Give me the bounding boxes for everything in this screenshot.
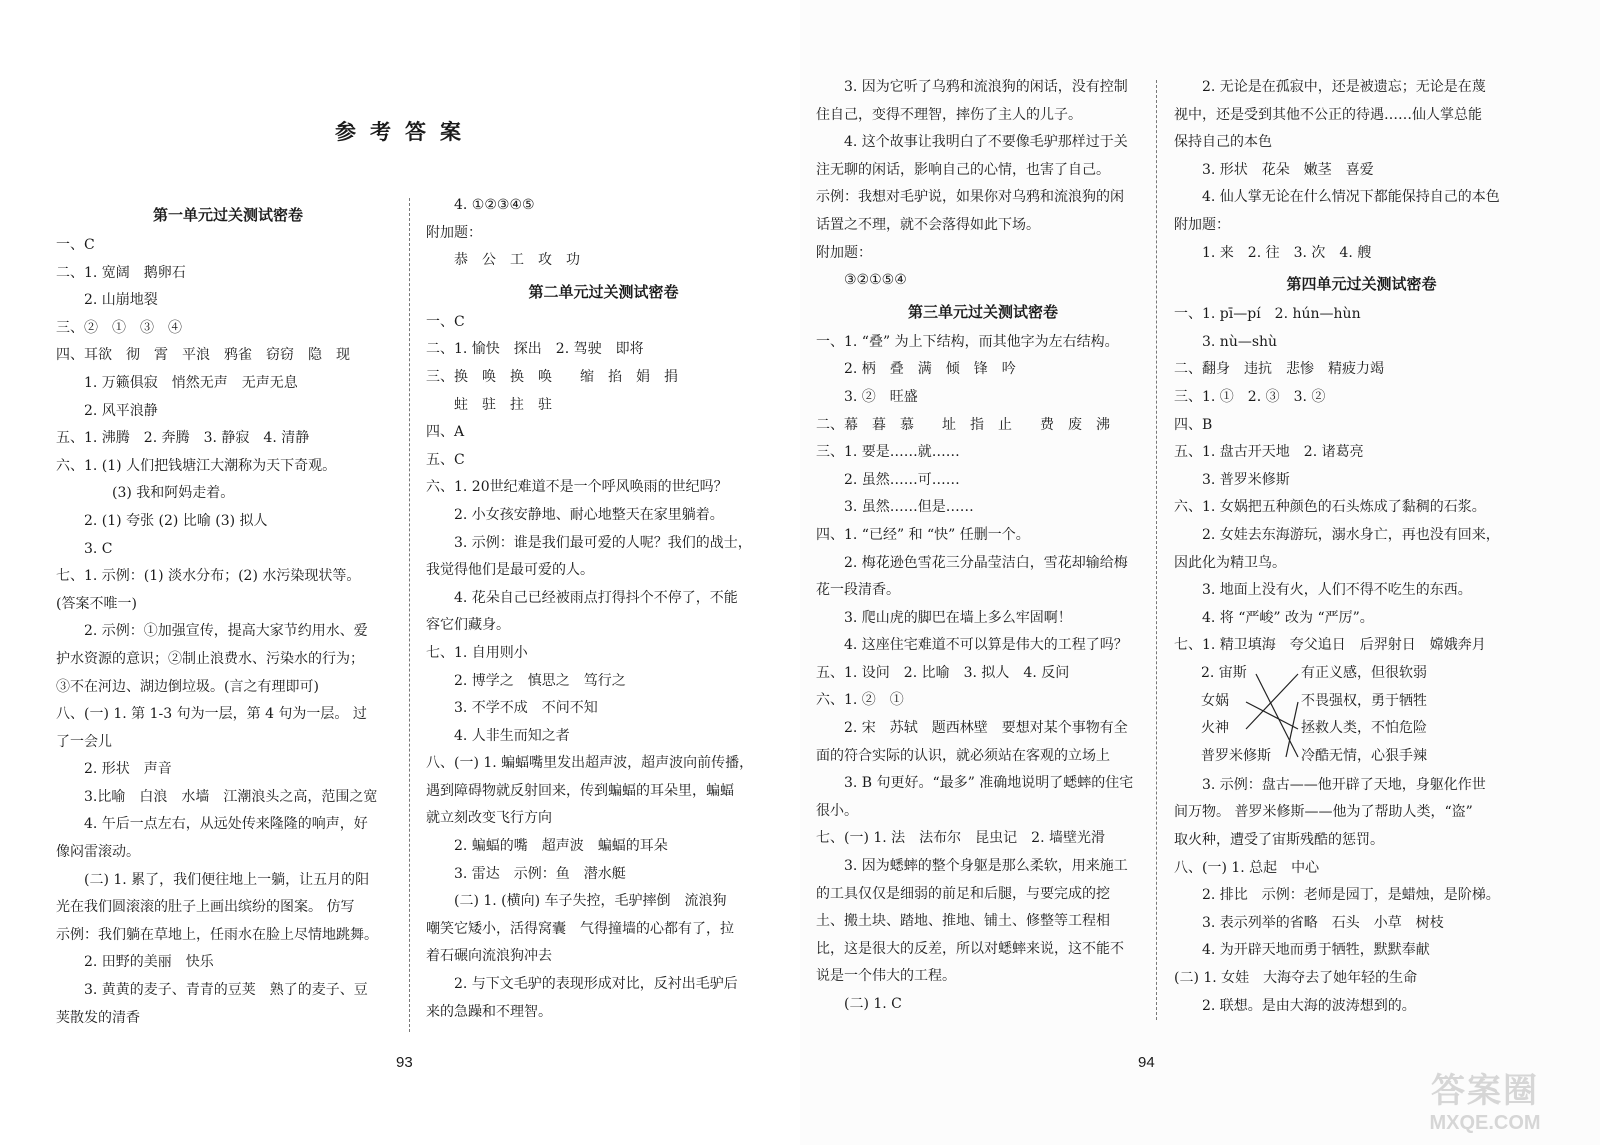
answer-line: 3. 因为蟋蟀的整个身躯是那么柔软，用来施工 [844,858,1128,875]
answer-line: 3. 虽然……但是…… [844,499,974,516]
answer-line: 因此化为精卫鸟。 [1174,554,1286,571]
answer-line: (答案不唯一) [56,595,137,612]
answer-line: 花一段清香。 [816,582,900,599]
match-left-item: 火神 [1201,719,1229,736]
answer-line: 4. 花朵自己已经被雨点打得抖个不停了，不能 [454,589,738,606]
answer-line: 附加题： [1174,216,1230,233]
answer-line: 2. 风平浪静 [84,402,158,419]
answer-line: 3. 不学不成 不问不知 [454,700,598,717]
answer-line: 4. 这个故事让我明白了不要像毛驴那样过于关 [844,134,1128,151]
match-right-item: 有正义感，但很软弱 [1301,664,1427,681]
answer-line: 3. 普罗米修斯 [1202,471,1290,488]
answer-line: 视中，还是受到其他不公正的待遇……仙人掌总能 [1174,106,1482,123]
answer-line: 2. 博学之 慎思之 笃行之 [454,672,626,689]
answer-line: 话置之不理，就不会落得如此下场。 [816,216,1040,233]
answer-line: 取火种，遭受了宙斯残酷的惩罚。 [1174,832,1384,849]
answer-line: 面的符合实际的认识，就必须站在客观的立场上 [816,747,1110,764]
answer-line: 3. 示例：谁是我们最可爱的人呢？我们的战士， [454,534,752,551]
answer-line: 2. 田野的美丽 快乐 [84,954,214,971]
match-right-item: 拯救人类，不怕危险 [1301,719,1427,736]
answer-line: 2. 排比 示例：老师是园丁，是蜡烛，是阶梯。 [1202,887,1500,904]
answer-line: 3. nù—shù [1202,333,1278,350]
answer-line: 土、搬土块、踏地、推地、铺土、修整等工程相 [816,913,1110,930]
answer-line: 四、A [426,424,465,441]
watermark-logo-text: 答案圈 [1431,1072,1539,1110]
answer-line: 1. 万籁俱寂 悄然无声 无声无息 [84,374,298,391]
answer-line: 五、1. 盘古开天地 2. 诸葛亮 [1174,444,1364,461]
answer-line: 4. 午后一点左右，从远处传来隆隆的响声，好 [84,816,368,833]
answer-line: 4. 人非生而知之者 [454,727,570,744]
answer-line: 荚散发的清香 [56,1009,140,1026]
answer-line: 很小。 [816,802,858,819]
answer-line: 蛀 驻 拄 驻 [454,396,552,413]
answer-line: 3. 雷达 示例：鱼 潜水艇 [454,865,626,882]
answer-line: 着石碾向流浪狗冲去 [426,948,552,965]
answer-line: 二、1. 宽阔 鹅卵石 [56,264,186,281]
answer-line: 一、1. “叠” 为上下结构，而其他字为左右结构。 [816,333,1119,350]
page-number-right: 94 [1138,1054,1155,1071]
answer-line: 四、B [1174,416,1213,433]
site-watermark [1410,1071,1560,1135]
answer-line: 二、1. 愉快 探出 2. 驾驶 即将 [426,341,644,358]
answer-line: 三、1. 要是……就…… [816,444,960,461]
answer-line: 3. 表示列举的省略 石头 小草 树枝 [1202,914,1444,931]
section-heading-unit-1: 第一单元过关测试密卷 [152,206,303,224]
answer-line: 示例：我们躺在草地上，任雨水在脸上尽情地跳舞。 [56,926,378,943]
answer-line: 三、1. ① 2. ③ 3. ② [1174,388,1326,405]
answer-line: 3. ② 旺盛 [844,388,918,405]
answer-line: 比，这是很大的反差，所以对蟋蟀来说，这不能不 [816,940,1124,957]
answer-line: 2. 形状 声音 [84,761,172,778]
answer-line: 七、1. 示例：(1) 淡水分布；(2) 水污染现状等。 [56,568,361,585]
answer-line: 3. 示例：盘古——他开辟了天地，身躯化作世 [1202,776,1486,793]
answer-line: 注无聊的闲话，影响自己的心情，也害了自己。 [816,161,1110,178]
answer-line: 附加题： [816,244,872,261]
answer-line: 3. 地面上没有火，人们不得不吃生的东西。 [1202,582,1472,599]
answer-line: 保持自己的本色 [1174,134,1272,151]
answer-line: 4. 将 “严峻” 改为 “严厉”。 [1202,609,1374,626]
match-left-item: 普罗米修斯 [1201,747,1271,764]
answer-line: 四、1. “已经” 和 “快” 任删一个。 [816,526,1030,543]
answer-line: 五、C [426,451,465,468]
answer-line: 3. B 句更好。“最多” 准确地说明了蟋蟀的住宅 [844,775,1134,792]
answer-line: 示例：我想对毛驴说，如果你对乌鸦和流浪狗的闲 [816,189,1124,206]
matching-diagram [1174,660,1514,772]
answer-line: 2. 示例：①加强宣传，提高大家节约用水、爱 [84,623,368,640]
column-1 [56,198,400,1032]
answer-line: 住自己，变得不理智，摔伤了主人的儿子。 [816,106,1082,123]
right-page [800,0,1600,1145]
answer-line: 八、(一) 1. 第 1-3 句为一层，第 4 句为一层。 过 [56,706,367,723]
answer-line: 说是一个伟大的工程。 [816,968,956,985]
answer-line: 4. 为开辟天地而勇于牺牲，默默奉献 [1202,942,1430,959]
answer-line: 4. ①②③④⑤ [454,197,535,213]
column-3 [816,74,1150,1019]
answer-line: 恭 公 工 攻 功 [454,252,580,269]
answer-line: 五、1. 设问 2. 比喻 3. 拟人 4. 反问 [816,664,1070,681]
answer-line: 2. 联想。是由大海的波涛想到的。 [1202,997,1416,1014]
answer-line: (3) 我和阿妈走着。 [112,485,235,502]
answer-line: 3. 爬山虎的脚巴在墙上多么牢固啊！ [844,609,1072,626]
answer-line: 了一会儿 [56,733,112,750]
answer-line: 四、耳欲 彻 霄 平浪 鸦雀 窃窃 隐 现 [56,347,350,364]
answer-line: 就立刻改变飞行方向 [426,810,552,827]
match-right-item: 冷酷无情，心狠手辣 [1301,747,1427,764]
answer-line: 3. C [84,540,113,557]
answer-line: ③②①⑤④ [844,272,907,289]
answer-line: 2. 柄 叠 满 倾 锋 吟 [844,361,1016,378]
match-left-item: 2. 宙斯 [1201,664,1247,681]
page-title: 参考答案 [335,119,475,144]
answer-line: 2. 山崩地裂 [84,292,158,309]
answer-line: 2. 无论是在孤寂中，还是被遗忘；无论是在蔑 [1202,79,1486,95]
page-number-left: 93 [396,1054,413,1071]
match-left-item: 女娲 [1201,692,1229,709]
answer-line: 像闷雷滚动。 [56,844,140,861]
answer-line: 3. 因为它听了乌鸦和流浪狗的闲话，没有控制 [844,79,1128,95]
answer-line: 三、换 唤 换 唤 缩 掐 娟 捐 [426,368,678,385]
answer-line: 间万物。 普罗米修斯——他为了帮助人类，“盗” [1174,804,1473,821]
answer-line: 二、幕 暮 慕 址 指 止 费 废 沸 [816,416,1110,433]
answer-line: 一、1. pī—pí 2. hún—hùn [1174,306,1361,323]
answer-line: 的工具仅仅是细弱的前足和后腿，与要完成的挖 [816,885,1110,902]
answer-line: 六、1. 20世纪难道不是一个呼风唤雨的世纪吗？ [426,479,728,496]
answer-line: 一、C [426,313,465,330]
answer-line: 附加题： [426,224,482,241]
watermark-url: MXQE.COM [1429,1112,1541,1134]
answer-line: 容它们藏身。 [426,617,510,634]
answer-line: 2. 蝙蝠的嘴 超声波 蝙蝠的耳朵 [454,838,668,855]
answer-line: 2. 宋 苏轼 题西林壁 要想对某个事物有全 [844,720,1128,737]
answer-line: 六、1. ② ① [816,692,904,709]
answer-line: 2. 梅花逊色雪花三分晶莹洁白，雪花却输给梅 [844,554,1128,571]
answer-line: 来的急躁和不理智。 [426,1003,552,1020]
answer-line: 七、1. 自用则小 [426,644,528,661]
column-divider [1156,80,1157,1020]
answer-line: 4. 这座住宅难道不可以算是伟大的工程了吗？ [844,637,1128,654]
column-divider [409,198,410,1032]
answer-line: 3.比喻 白浪 水墙 江潮浪头之高，范围之宽 [84,788,378,805]
answer-line: 2. 女娃去东海游玩，溺水身亡，再也没有回来， [1202,526,1500,543]
answer-line: 八、(一) 1. 蝙蝠嘴里发出超声波，超声波向前传播， [426,755,754,772]
answer-line: 1. 来 2. 往 3. 次 4. 艘 [1202,244,1372,261]
answer-line: 八、(一) 1. 总起 中心 [1174,859,1320,876]
answer-line: (二) 1. C [844,996,902,1012]
answer-line: 3. 黄黄的麦子、青青的豆荚 熟了的麦子、豆 [84,982,368,999]
answer-line: (二) 1. (横向) 车子失控，毛驴摔倒 流浪狗 [454,893,727,910]
answer-line: 七、(一) 1. 法 法布尔 昆虫记 2. 墙壁光滑 [816,830,1105,847]
answer-line: 六、1. (1) 人们把钱塘江大潮称为天下奇观。 [56,457,337,474]
answer-line: 一、C [56,237,95,253]
answer-line: 2. 虽然……可…… [844,471,960,488]
answer-line: 二、翻身 违抗 悲惨 精疲力竭 [1174,361,1384,378]
answer-line: 我觉得他们是最可爱的人。 [426,562,594,579]
answer-line: 嘲笑它矮小，活得窝囊 气得撞墙的心都有了，拉 [426,920,734,937]
answer-line: 2. 小女孩安静地、耐心地整天在家里躺着。 [454,506,724,523]
answer-line: 3. 形状 花朵 嫩茎 喜爱 [1202,161,1374,178]
column-4 [1174,74,1549,1020]
section-heading-unit-2: 第二单元过关测试密卷 [528,282,679,301]
match-line [1246,674,1298,729]
answer-line: 六、1. 女娲把五种颜色的石头炼成了黏稠的石浆。 [1174,499,1486,516]
answer-line: (二) 1. 女娃 大海夺去了她年轻的生命 [1174,970,1418,987]
answer-line: 五、1. 沸腾 2. 奔腾 3. 静寂 4. 清静 [56,430,310,447]
match-line [1286,702,1298,757]
answer-line: 遇到障碍物就反射回来，传到蝙蝠的耳朵里，蝙蝠 [426,782,734,799]
answer-line: 护水资源的意识；②制止浪费水、污染水的行为； [56,650,364,667]
section-heading-unit-4: 第四单元过关测试密卷 [1286,275,1437,294]
section-heading-unit-3: 第三单元过关测试密卷 [907,302,1058,321]
match-right-item: 不畏强权，勇于牺牲 [1301,692,1427,709]
answer-line: 2. 与下文毛驴的表现形成对比，反衬出毛驴后 [454,976,738,993]
answer-line: 2. (1) 夸张 (2) 比喻 (3) 拟人 [84,512,268,529]
answer-line: 三、② ① ③ ④ [56,319,182,336]
answer-line: (二) 1. 累了，我们便往地上一躺，让五月的阳 [84,871,370,888]
answer-line: ③不在河边、湖边倒垃圾。(言之有理即可) [56,678,319,695]
column-2 [426,192,781,1026]
answer-line: 七、1. 精卫填海 夸父追日 后羿射日 嫦娥奔月 [1174,637,1486,654]
answer-line: 4. 仙人掌无论在什么情况下都能保持自己的本色 [1202,189,1500,206]
answer-line: 光在我们圆滚滚的肚子上画出缤纷的图案。 仿写 [56,899,355,916]
